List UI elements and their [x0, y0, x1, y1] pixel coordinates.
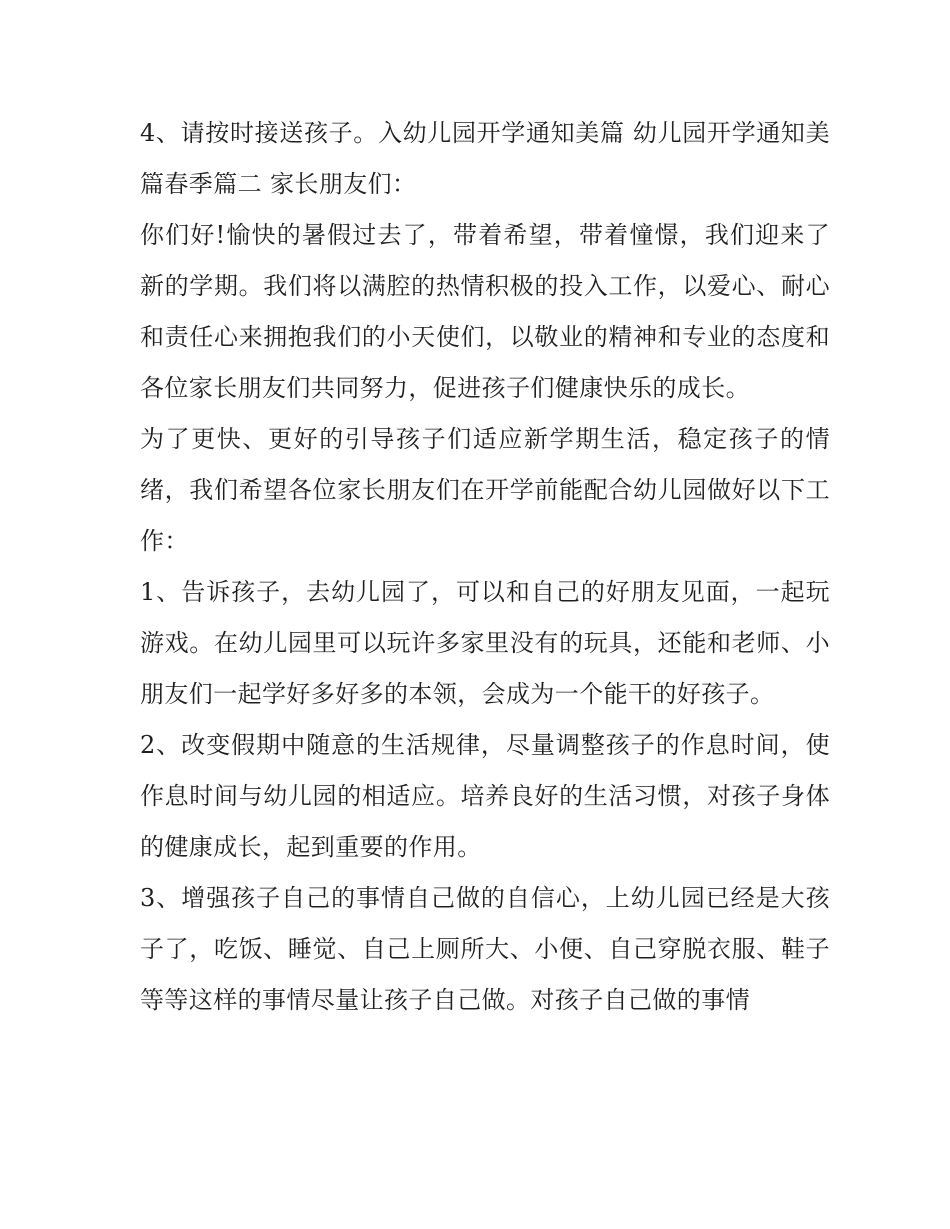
- paragraph-item-1: 1、告诉孩子，去幼儿园了，可以和自己的好朋友见面，一起玩游戏。在幼儿园里可以玩许多家里没有的玩具，还能和老师、小朋友们一起学好多好多的本领，会成为一个能干的好孩子。: [140, 578, 830, 708]
- paragraph-greeting: 你们好!愉快的暑假过去了，带着希望，带着憧憬，我们迎来了新的学期。我们将以满腔的热情积极的投入工作，以爱心、耐心和责任心来拥抱我们的小天使们，以敬业的精神和专业的态度和各位家长朋友们共同努力，促进孩子们健康快乐的成长。: [140, 221, 830, 402]
- paragraph-item-2: 2、改变假期中随意的生活规律，尽量调整孩子的作息时间，使作息时间与幼儿园的相适应。培养良好的生活习惯，对孩子身体的健康成长，起到重要的作用。: [140, 731, 830, 861]
- document-body: [140, 108, 830, 1026]
- paragraph-preparation-intro: 为了更快、更好的引导孩子们适应新学期生活，稳定孩子的情绪，我们希望各位家长朋友们在开学前能配合幼儿园做好以下工作：: [140, 425, 830, 555]
- paragraph-item-3: 3、增强孩子自己的事情自己做的自信心，上幼儿园已经是大孩子了，吃饭、睡觉、自己上厕所大、小便、自己穿脱衣服、鞋子等等这样的事情尽量让孩子自己做。对孩子自己做的事情: [140, 884, 830, 1014]
- paragraph-pickup-notice: 4、请按时接送孩子。入幼儿园开学通知美篇 幼儿园开学通知美篇春季篇二 家长朋友们：: [140, 119, 830, 198]
